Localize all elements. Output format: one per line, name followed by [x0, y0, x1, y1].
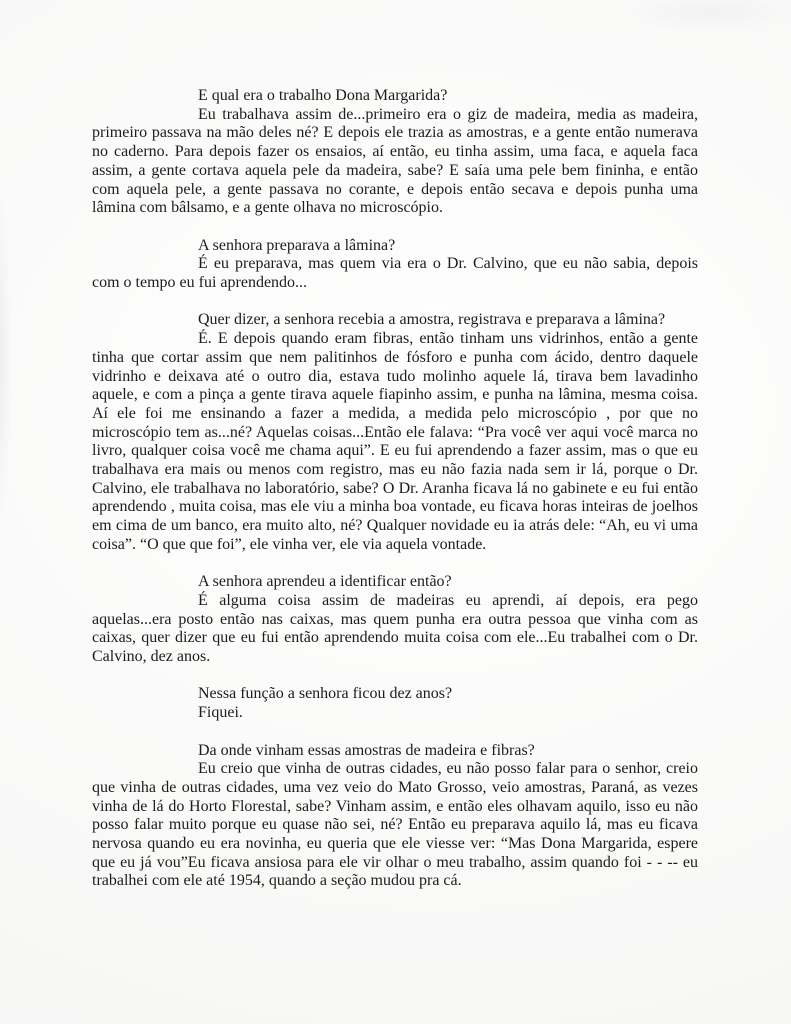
- question-paragraph: Da onde vinham essas amostras de madeira e fibras?: [198, 741, 535, 759]
- qa-block: [92, 311, 698, 554]
- scan-artifact: [0, 180, 12, 540]
- qa-block: [92, 237, 698, 293]
- qa-block: [92, 742, 698, 892]
- qa-block: [92, 573, 698, 667]
- question-paragraph: Nessa função a senhora ficou dez anos?: [198, 685, 453, 703]
- qa-block: [92, 87, 698, 218]
- answer-paragraph: Eu trabalhava assim de...primeiro era o giz de madeira, media as madeira, primeiro passava na mão deles né? E depois ele trazia as amostras, e a gente então numerava no caderno. Para depois fazer os ensaios, aí então, eu tinha assim, uma faca, e aquela faca assim, a gente cortava aquela pele da madeira, sabe? E saía uma pele bem fininha, e então com aquela pele, a gente passava no corante, e depois então secava e depois punha uma lâmina com bâlsamo, e a gente olhava no microscópio.: [92, 105, 698, 217]
- answer-paragraph: É. E depois quando eram fibras, então tinham uns vidrinhos, então a gente tinha que cortar assim que nem palitinhos de fósforo e punha com ácido, dentro daquele vidrinho e deixava até o outro dia, estava tudo molinho aquele lá, tirava bem lavadinho aquele, e com a pinça a gente tirava aquele fiapinho assim, e punha na lâmina, mesma coisa. Aí ele foi me ensinando a fazer a medida, a medida pelo microscópio , por que no microscópio tem as...né? Aquelas coisas...Então ele falava: “Pra você ver aqui você marca no livro, qualquer coisa você me chama aqui”. E eu fui aprendendo a fazer assim, mas o que eu trabalhava era mais ou menos com registro, mas eu não fazia nada sem ir lá, porque o Dr. Calvino, ele trabalhava no laboratório, sabe? O Dr. Aranha ficava lá no gabinete e eu fui então aprendendo , muita coisa, mas ele viu a minha boa vontade, eu ficava horas inteiras de joelhos em cima de um banco, era muito alto, né? Qualquer novidade eu ia atrás dele: “Ah, eu vi uma coisa”. “O que que foi”, ele vinha ver, ele via aquela vontade.: [92, 330, 698, 553]
- answer-paragraph: Eu creio que vinha de outras cidades, eu não posso falar para o senhor, creio que vinha de outras cidades, uma vez veio do Mato Grosso, veio amostras, Paraná, as vezes vinha de lá do Horto Florestal, sabe? Vinham assim, e então eles olhavam aquilo, isso eu não posso falar muito porque eu quase não sei, né? Então eu preparava aquilo lá, mas eu ficava nervosa quando eu era novinha, eu queria que ele viesse ver: “Mas Dona Margarida, espere que eu já vou”Eu ficava ansiosa para ele vir olhar o meu trabalho, assim quando foi - - -- eu trabalhei com ele até 1954, quando a seção mudou pra cá.: [92, 760, 698, 890]
- question-paragraph: E qual era o trabalho Dona Margarida?: [198, 87, 448, 104]
- answer-paragraph: É alguma coisa assim de madeiras eu aprendi, aí depois, era pego aquelas...era posto então nas caixas, mas quem punha era outra pessoa que vinha com as caixas, quer dizer que eu fui então aprendendo muita coisa com ele...Eu trabalhei com o Dr. Calvino, dez anos.: [92, 591, 698, 666]
- question-paragraph: A senhora aprendeu a identificar então?: [198, 573, 452, 591]
- answer-paragraph: É eu preparava, mas quem via era o Dr. Calvino, que eu não sabia, depois com o tempo eu fui aprendendo...: [92, 255, 698, 292]
- scan-artifact: [621, 0, 791, 32]
- question-paragraph: A senhora preparava a lâmina?: [198, 236, 396, 254]
- answer-paragraph: Fiquei.: [198, 704, 243, 722]
- qa-block: [92, 685, 698, 722]
- question-paragraph: Quer dizer, a senhora recebia a amostra, registrava e preparava a lâmina?: [198, 311, 666, 329]
